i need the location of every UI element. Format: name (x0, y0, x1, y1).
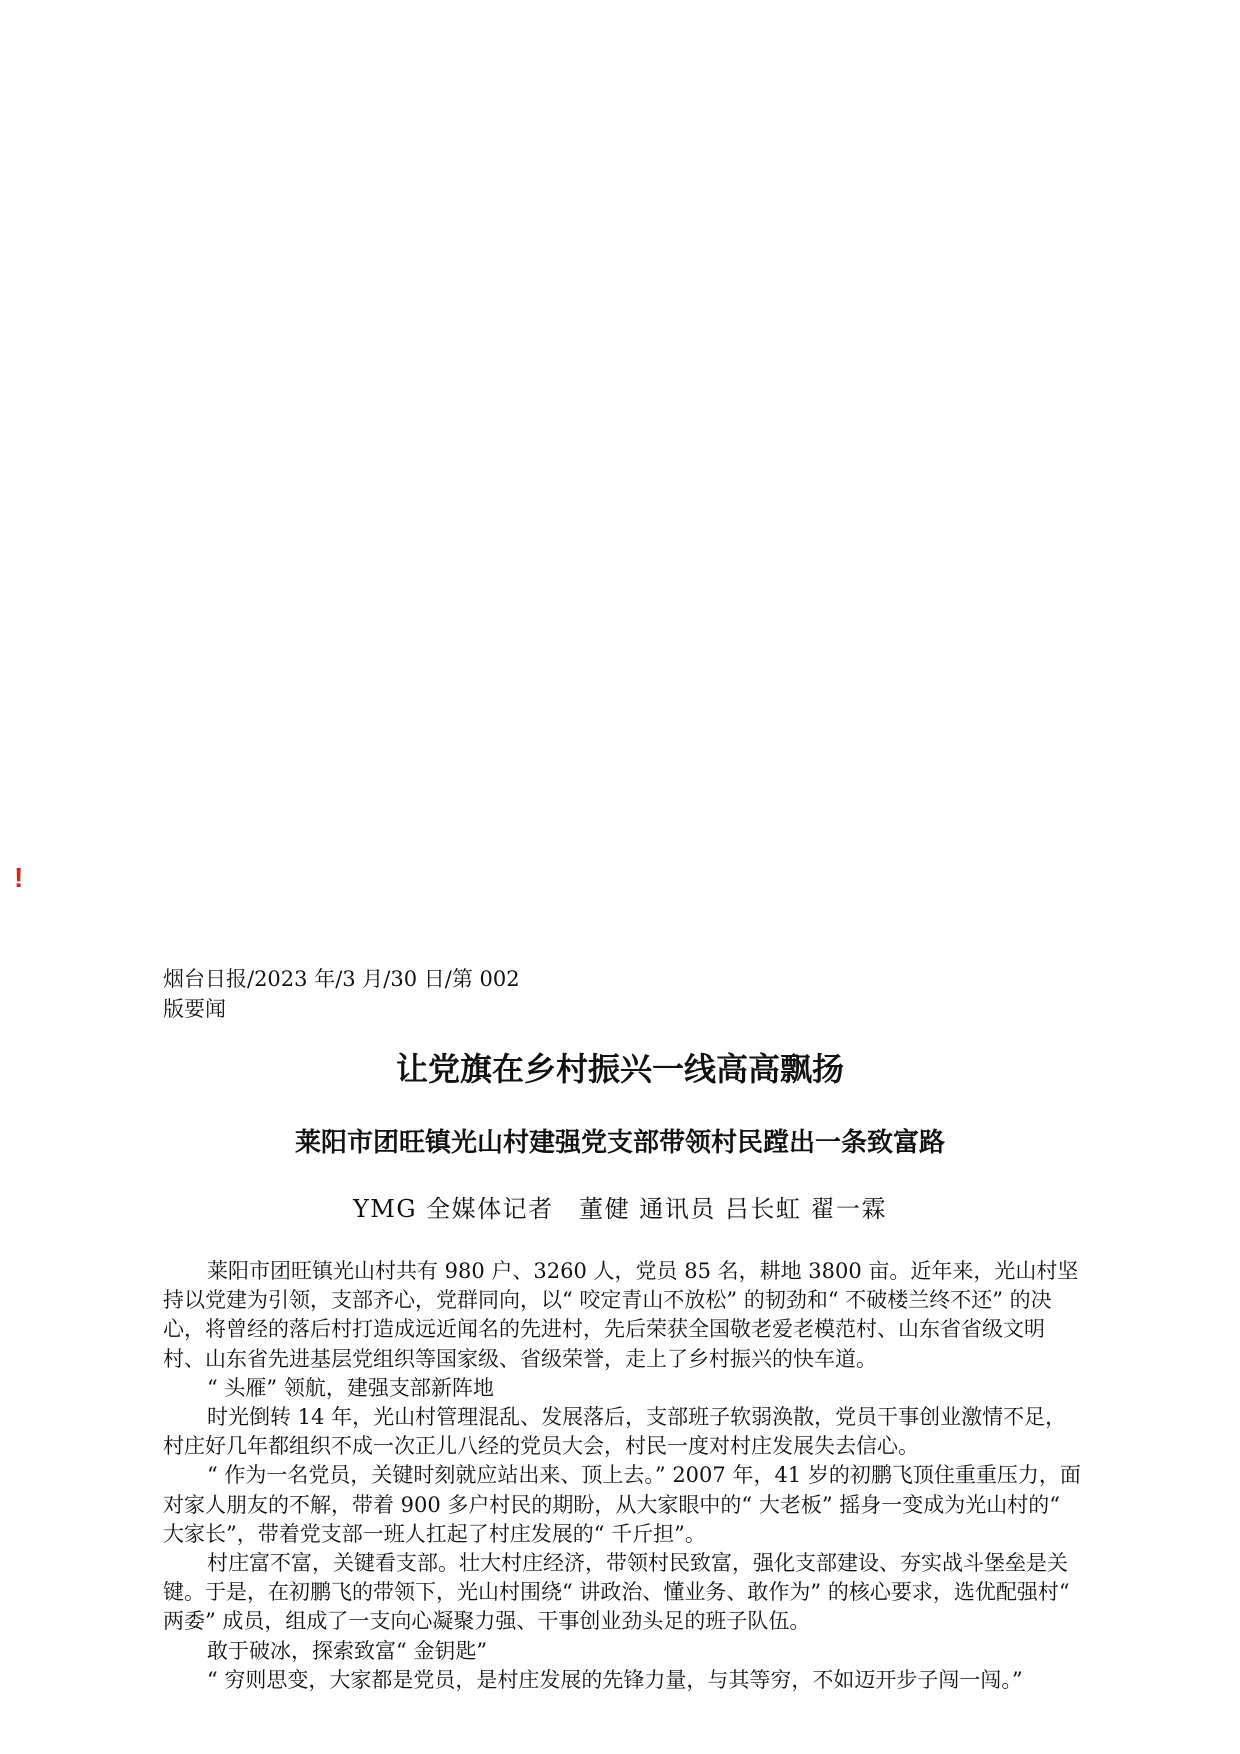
red-exclamation-mark: ! (14, 862, 24, 893)
byline: YMG 全媒体记者 董健 通讯员 吕长虹 翟一霖 (352, 1195, 888, 1223)
section-line: 版要闻 (163, 997, 226, 1021)
section-heading: “ 头雁” 领航，建强支部新阵地 (207, 1375, 494, 1400)
section-heading: 敢于破冰，探索致富“ 金钥匙” (207, 1638, 488, 1663)
paragraph: 莱阳市团旺镇光山村共有 980 户、3260 人，党员 85 名，耕地 3800 亩。近年来，光山村坚持以党建为引领，支部齐心，党群同向，以“ 咬定青山不放松” 的韧劲和“ 不破楼兰终不还” 的决心，将曾经的落后村打造成远近闻名的先进村，先后荣获全国敬老爱老模范村、山东省省级文明村、山东省先进基层党组织等国家级、省级荣誉，走上了乡村振兴的快车道。 (163, 1259, 1079, 1371)
article-body (163, 1257, 1083, 1695)
paragraph: 时光倒转 14 年，光山村管理混乱、发展落后，支部班子软弱涣散，党员干事创业激情不足，村庄好几年都组织不成一次正儿八经的党员大会，村民一度对村庄发展失去信心。 (163, 1405, 1067, 1459)
article-subtitle: 莱阳市团旺镇光山村建强党支部带领村民蹚出一条致富路 (294, 1128, 945, 1158)
paragraph: “ 作为一名党员，关键时刻就应站出来、顶上去。” 2007 年，41 岁的初鹏飞顶住重重压力，面对家人朋友的不解，带着 900 多户村民的期盼，从大家眼中的“ 大老板” 摇身一变成为光山村的“ 大家长”，带着党支部一班人扛起了村庄发展的“ 千斤担”。 (163, 1463, 1081, 1546)
article-title: 让党旗在乡村振兴一线高高飘扬 (395, 1050, 844, 1088)
publication-line: 烟台日报/2023 年/3 月/30 日/第 002 (163, 967, 520, 991)
paragraph: “ 穷则思变，大家都是党员，是村庄发展的先锋力量，与其等穷，不如迈开步子闯一闯。” (207, 1667, 1023, 1692)
publication-header (163, 964, 520, 1024)
paragraph: 村庄富不富，关键看支部。壮大村庄经济，带领村民致富，强化支部建设、夯实战斗堡垒是关键。于是，在初鹏飞的带领下，光山村围绕“ 讲政治、懂业务、敢作为” 的核心要求，选优配强村“ 两委” 成员，组成了一支向心凝聚力强、干事创业劲头足的班子队伍。 (163, 1551, 1070, 1634)
